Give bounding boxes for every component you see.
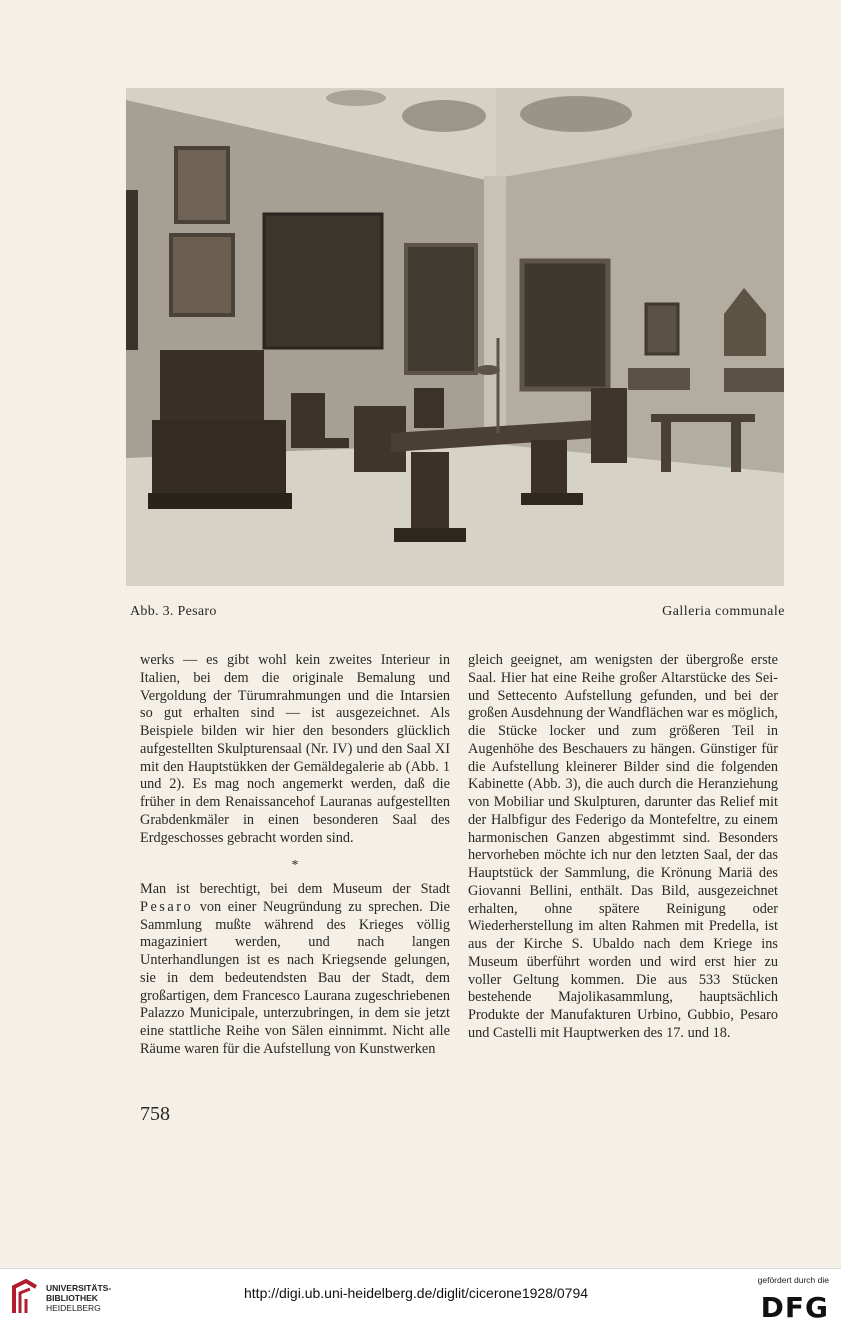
photograph-illustration <box>126 88 784 586</box>
dfg-logo: DFG <box>760 1291 829 1324</box>
gallery-room-photograph <box>126 88 784 586</box>
text-column-right <box>468 652 778 1043</box>
paragraph-left-2-start: Man ist berechtigt, bei dem Museum der Stadt <box>140 881 450 897</box>
viewer-footer <box>0 1268 841 1329</box>
paragraph-left-1: werks — es gibt wohl kein zweites Interieur in Italien, bei dem die originale Bemalung und Vergoldung der Türumrahmungen und die Intarsien so gut erhalten sind — ist ausgezeichnet. Als Beispiele bilden wir hier den besonders glücklich aufgestellten Skulpturensaal (Nr. IV) und den Saal XI mit den Hauptstükken der Gemäldegalerie ab (Abb. 1 und 2). Es mag noch angemerkt werden, daß die früher in dem Renaissancehof Lauranas aufgestellten Grabdenkmäler in einen besonderen Saal des Erdgeschosses gebracht worden sind. <box>140 652 450 846</box>
section-separator: * <box>291 858 299 874</box>
text-column-left <box>140 652 450 1059</box>
paragraph-right: gleich geeignet, am wenigsten der übergroße erste Saal. Hier hat eine Reihe großer Altarstücke des Sei- und Settecento Aufstellung gefunden, und bei der großen Ausdehnung der Wandflächen war es möglich, die Stücke locker und zum größeren Teil in Augenhöhe des Beschauers zu hängen. Günstiger für die Aufstellung kleinerer Bilder sind die folgenden Kabinette (Abb. 3), die auch durch die Heranziehung von Mobiliar und Skulpturen, darunter das Relief mit der Halbfigur des Federigo da Montefeltre, zu einem harmonischen Ganzen abgestimmt sind. Besonders hervorheben möchte ich nur den letzten Saal, der das Hauptstück der Sammlung, die Krönung Mariä des Giovanni Bellini, enthält. Das Bild, ausgezeichnet erhalten, ohne spätere Reinigung oder Wiederherstellung im alten Rahmen mit Predella, ist aus der Kirche S. Ubaldo nach dem Kriege ins Museum überführt worden und wird erst hier zu voller Geltung kommen. Die aus 533 Stücken bestehende Majolikasammlung, hauptsächlich Produkte der Manufakturen Urbino, Gubbio, Pesaro und Castelli mit Hauptwerken des 17. und 18. <box>468 652 778 1041</box>
library-name-line2: BIBLIOTHEK <box>46 1293 98 1303</box>
library-name <box>46 1283 111 1313</box>
funding-note: gefördert durch die <box>757 1275 829 1285</box>
paragraph-left-2 <box>140 881 450 1059</box>
paragraph-left-2-rest: von einer Neugründung zu sprechen. Die Sammlung mußte während des Krieges völlig magaziniert werden, und nach langen Unterhandlungen ist es nach Kriegsende gelungen, sie in dem bedeutendsten Bau der Stadt, dem großartigen, dem Francesco Laurana zugeschriebenen Palazzo Municipale, unterzubringen, in dem sie jetzt eine stattliche Reihe von Sälen einnimmt. Nicht alle Räume waren für die Aufstellung von Kunstwerken <box>140 898 450 1057</box>
library-name-line1: UNIVERSITÄTS- <box>46 1283 112 1293</box>
page-number: 758 <box>140 1103 170 1125</box>
figure-caption-location: Galleria communale <box>662 604 785 619</box>
figure-caption-label: Abb. 3. Pesaro <box>130 604 217 619</box>
spaced-word-pesaro: Pesaro <box>140 898 194 915</box>
document-permalink[interactable]: http://digi.ub.uni-heidelberg.de/diglit/cicerone1928/0794 <box>244 1285 589 1301</box>
university-library-logo-icon <box>10 1277 40 1317</box>
library-name-line3: HEIDELBERG <box>46 1303 101 1313</box>
